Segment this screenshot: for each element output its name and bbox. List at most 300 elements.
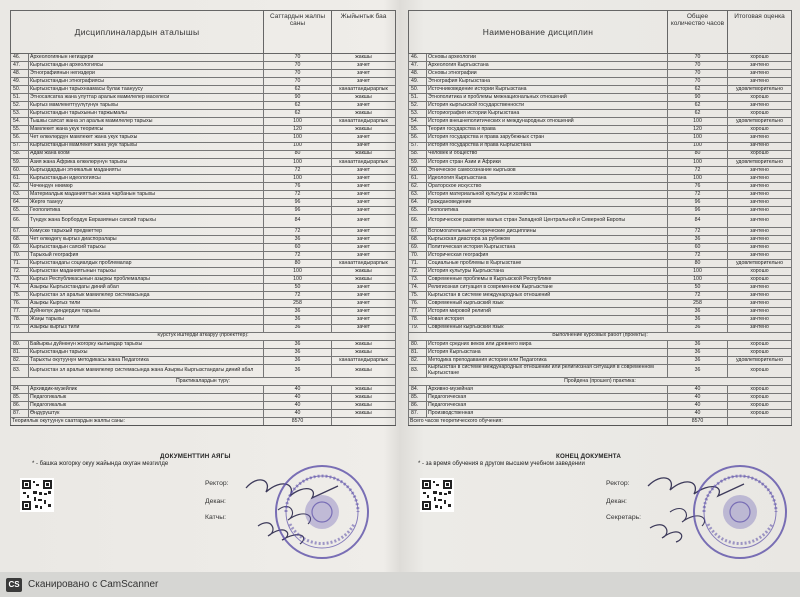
grade-value: зачтено	[728, 252, 792, 260]
subject-name: Өндүрүштүк	[29, 409, 264, 417]
total-row	[409, 417, 792, 425]
subject-name: Ораторское искусство	[427, 182, 668, 190]
row-number: 86.	[409, 401, 427, 409]
grade-value: хорошо	[728, 364, 792, 377]
hours-value: 72	[264, 227, 332, 235]
row-number: 48.	[409, 70, 427, 78]
grade-value: зачет	[332, 214, 396, 227]
camscanner-logo-icon: CS	[6, 578, 22, 592]
row-number: 51.	[11, 94, 29, 102]
table-row	[409, 142, 792, 150]
row-number: 67.	[11, 227, 29, 235]
table-row	[409, 118, 792, 126]
grade-value: хорошо	[728, 401, 792, 409]
subject-name: Кыргызстандын археологиясы	[29, 62, 264, 70]
subject-name: Основы этнографии	[427, 70, 668, 78]
subject-name: История государства и права Кыргызстана	[427, 142, 668, 150]
grade-value: зачтено	[728, 292, 792, 300]
hours-value: 36	[668, 340, 728, 348]
hours-value: 72	[264, 190, 332, 198]
grade-value: жакшы	[332, 268, 396, 276]
row-number: 66.	[409, 214, 427, 227]
row-number: 61.	[409, 174, 427, 182]
subject-name: Историография истории Кыргызстана	[427, 110, 668, 118]
row-number: 62.	[409, 182, 427, 190]
subject-name: История государства и права зарубежных стран	[427, 134, 668, 142]
grade-value: зачтено	[728, 70, 792, 78]
hours-value: 62	[668, 86, 728, 94]
hours-value: 84	[668, 214, 728, 227]
table-row	[409, 348, 792, 356]
table-row	[11, 118, 396, 126]
hours-value: 70	[668, 54, 728, 62]
grade-value: жакшы	[332, 110, 396, 118]
table-row	[409, 94, 792, 102]
section-practice-title: Пройдена (прошел) практика:	[409, 377, 792, 385]
grade-value: зачтено	[728, 78, 792, 86]
column-header-subjects: Дисциплиналардын аталышы	[11, 11, 264, 54]
subject-name: Археология Кыргызстана	[427, 62, 668, 70]
column-header-grade: Жыйынтык баа	[332, 11, 396, 54]
signatory-label-secretary: Катчы:	[205, 514, 227, 521]
scanner-watermark-text: Сканировано с CamScanner	[28, 579, 159, 590]
row-number: 46.	[11, 54, 29, 62]
column-header-hours: Саттардын жалпы саны	[264, 11, 332, 54]
hours-value: 258	[264, 300, 332, 308]
row-number: 58.	[11, 150, 29, 158]
table-row	[409, 102, 792, 110]
row-number: 72.	[11, 268, 29, 276]
subject-name: Социальные проблемы в Кыргызстане	[427, 260, 668, 268]
hours-value: 70	[668, 70, 728, 78]
grade-value: удовлетворительно	[728, 118, 792, 126]
hours-value: 76	[668, 182, 728, 190]
subject-name: Архивно-музейная	[427, 385, 668, 393]
hours-value: 100	[668, 174, 728, 182]
section-practice	[409, 377, 792, 385]
table-row	[11, 62, 396, 70]
grade-value: зачет	[332, 174, 396, 182]
hours-value: 40	[668, 385, 728, 393]
hours-value: 90	[668, 94, 728, 102]
grade-value: жакшы	[332, 348, 396, 356]
subject-name: Политическая история Кыргызстана	[427, 244, 668, 252]
grade-value: зачет	[332, 62, 396, 70]
subject-name: Кыргызстандын идеологиясы	[29, 174, 264, 182]
subject-name: Этническое самосознание кыргызов	[427, 166, 668, 174]
subject-name: Тарыхый география	[29, 252, 264, 260]
left-subjects-table	[10, 10, 396, 426]
hours-value: 40	[668, 401, 728, 409]
hours-value: 36	[264, 364, 332, 377]
table-row	[11, 134, 396, 142]
column-header-grade: Итоговая оценка	[728, 11, 792, 54]
hours-value: 72	[264, 292, 332, 300]
row-number: 53.	[409, 110, 427, 118]
row-number: 84.	[409, 385, 427, 393]
grade-value: канааттандырарлык	[332, 86, 396, 94]
row-number: 66.	[11, 214, 29, 227]
row-number: 52.	[11, 102, 29, 110]
hours-value: 96	[668, 206, 728, 214]
grade-value: хорошо	[728, 385, 792, 393]
hours-value: 90	[264, 94, 332, 102]
row-number: 74.	[409, 284, 427, 292]
table-row	[409, 340, 792, 348]
grade-value: жакшы	[332, 340, 396, 348]
section-coursework	[409, 332, 792, 340]
subject-name: Кыргызстандын тарыхынын таржымалы	[29, 110, 264, 118]
row-number: 81.	[409, 348, 427, 356]
hours-value: 40	[264, 409, 332, 417]
grade-value: зачет	[332, 70, 396, 78]
row-number: 59.	[409, 158, 427, 166]
subject-name: Религиозная ситуация в современном Кыргызстане	[427, 284, 668, 292]
table-row	[409, 158, 792, 166]
hours-value: 84	[264, 214, 332, 227]
hours-value: 62	[264, 102, 332, 110]
subject-name: История средних веков или древнего мира	[427, 340, 668, 348]
row-number: 82.	[409, 356, 427, 364]
hours-value: 72	[668, 190, 728, 198]
row-number: 82.	[11, 356, 29, 364]
table-row	[409, 393, 792, 401]
hours-value: 60	[668, 244, 728, 252]
row-number: 53.	[11, 110, 29, 118]
hours-value: 62	[668, 102, 728, 110]
grade-value: жакшы	[332, 393, 396, 401]
row-number: 75.	[11, 292, 29, 300]
row-number: 58.	[409, 150, 427, 158]
subject-name: Кыргыз Республикасынын азыркы проблемалары	[29, 276, 264, 284]
grade-value: зачет	[332, 142, 396, 150]
footnote: * - башка жогорку окуу жайында окуган мезгилде	[32, 461, 169, 467]
row-number: 55.	[11, 126, 29, 134]
hours-value: 62	[264, 110, 332, 118]
table-row	[409, 150, 792, 158]
subject-name: Педагогикалык	[29, 393, 264, 401]
subject-name: История Кыргызстана	[427, 348, 668, 356]
grade-value: хорошо	[728, 94, 792, 102]
grade-value: жакшы	[332, 276, 396, 284]
grade-value: зачет	[332, 227, 396, 235]
grade-value: зачет	[332, 252, 396, 260]
grade-value: удовлетворительно	[728, 260, 792, 268]
document-end-title: ДОКУМЕНТТИН АЯГЫ	[160, 453, 231, 460]
table-row	[409, 198, 792, 206]
subject-name: Этносаясатка жана улуттар аралык мамилелер маселеси	[29, 94, 264, 102]
row-number: 63.	[11, 190, 29, 198]
table-row	[11, 401, 396, 409]
row-number: 48.	[11, 70, 29, 78]
grade-value: жакшы	[332, 385, 396, 393]
row-number: 74.	[11, 284, 29, 292]
row-number: 81.	[11, 348, 29, 356]
subject-name: Архивдик-музейлик	[29, 385, 264, 393]
table-row	[11, 142, 396, 150]
grade-value: зачет	[332, 166, 396, 174]
subject-name: Жаңы тарыхы	[29, 316, 264, 324]
grade-value: зачтено	[728, 102, 792, 110]
signatory-label-secretary: Секретарь:	[606, 514, 642, 521]
row-number: 57.	[11, 142, 29, 150]
hours-value: 100	[668, 158, 728, 166]
grade-value: хорошо	[728, 126, 792, 134]
hours-value: 100	[264, 142, 332, 150]
section-coursework	[11, 332, 396, 340]
row-number: 87.	[11, 409, 29, 417]
hours-value: 100	[264, 134, 332, 142]
table-row	[409, 166, 792, 174]
table-row	[409, 260, 792, 268]
grade-value: хорошо	[728, 276, 792, 284]
row-number: 59.	[11, 158, 29, 166]
hours-value: 76	[264, 182, 332, 190]
hours-value: 100	[668, 118, 728, 126]
row-number: 77.	[11, 308, 29, 316]
table-row	[409, 409, 792, 417]
subject-name: Кыргызстандагы социалдык проблемалар	[29, 260, 264, 268]
hours-value: 36	[668, 235, 728, 243]
grade-value: зачтено	[728, 182, 792, 190]
subject-name: Тышкы саясат жана эл аралык мамилелер тарыхы	[29, 118, 264, 126]
subject-name: Археологиянын негиздери	[29, 54, 264, 62]
row-number: 54.	[11, 118, 29, 126]
subject-name: Чет өлкөлөрдүн мамлекет жана укук тарыхы	[29, 134, 264, 142]
signatory-label-rector: Ректор:	[205, 480, 229, 487]
grade-value: хорошо	[728, 348, 792, 356]
grade-value: канааттандырарлык	[332, 158, 396, 166]
grade-value: зачет	[332, 206, 396, 214]
hours-value: 36	[264, 308, 332, 316]
table-row	[409, 401, 792, 409]
hours-value: 36	[668, 308, 728, 316]
table-row	[11, 227, 396, 235]
hours-value: 258	[668, 300, 728, 308]
signatory-label-dean: Декан:	[205, 498, 226, 505]
grade-value: зачтено	[728, 62, 792, 70]
grade-value: удовлетворительно	[728, 86, 792, 94]
row-number: 60.	[409, 166, 427, 174]
row-number: 79.	[409, 324, 427, 332]
row-number: 73.	[409, 276, 427, 284]
grade-value: хорошо	[728, 393, 792, 401]
subject-name: Вспомогательные исторические дисциплины	[427, 227, 668, 235]
hours-value: 36	[668, 316, 728, 324]
subject-name: Этнополитика и проблемы межнациональных отношений	[427, 94, 668, 102]
grade-value: удовлетворительно	[728, 158, 792, 166]
hours-value: 80	[264, 150, 332, 158]
hours-value: 36	[264, 356, 332, 364]
subject-name: Азыркы Кыргыз тили	[29, 300, 264, 308]
grade-value: зачтено	[728, 142, 792, 150]
grade-value: жакшы	[332, 409, 396, 417]
subject-name: Кыргызстан маданиятынын тарыхы	[29, 268, 264, 276]
table-row	[11, 348, 396, 356]
grade-value: зачтено	[728, 190, 792, 198]
subject-name: Основы археологии	[427, 54, 668, 62]
scanner-watermark-bar	[0, 572, 800, 597]
subject-name: Историческая география	[427, 252, 668, 260]
subject-name: Азыркы кыргыз тили	[29, 324, 264, 332]
table-row	[11, 158, 396, 166]
row-number: 67.	[409, 227, 427, 235]
total-label: Теориялык окутуунун саатгардын жалпы саны:	[11, 417, 264, 425]
row-number: 84.	[11, 385, 29, 393]
row-number: 56.	[11, 134, 29, 142]
subject-name: Методика преподавания истории или Педагогика	[427, 356, 668, 364]
grade-value: зачтено	[728, 324, 792, 332]
hours-value: 100	[668, 268, 728, 276]
table-row	[11, 284, 396, 292]
official-stamp-icon	[272, 462, 372, 562]
subject-name: Кыргызстандын мамлекет жана укук тарыхы	[29, 142, 264, 150]
table-row	[11, 252, 396, 260]
subject-name: Кыргызстан в системе международных отношений или религиозная ситуация в современном Кыргызстане	[427, 364, 668, 377]
row-number: 69.	[409, 244, 427, 252]
table-row	[409, 356, 792, 364]
grade-value: зачет	[332, 316, 396, 324]
table-row	[11, 78, 396, 86]
row-number: 50.	[409, 86, 427, 94]
subject-name: Производственная	[427, 409, 668, 417]
table-row	[11, 316, 396, 324]
subject-name: Дүйнөлүк диндердин тарыхы	[29, 308, 264, 316]
table-row	[409, 110, 792, 118]
row-number: 83.	[409, 364, 427, 377]
qr-code-icon	[420, 478, 454, 512]
table-row	[409, 244, 792, 252]
hours-value: 100	[668, 142, 728, 150]
hours-value: 100	[668, 276, 728, 284]
grade-value: зачтено	[728, 316, 792, 324]
grade-value: зачтено	[728, 214, 792, 227]
grade-value: жакшы	[332, 401, 396, 409]
hours-value: 72	[668, 166, 728, 174]
hours-value: 36	[264, 324, 332, 332]
row-number: 85.	[409, 393, 427, 401]
hours-value: 100	[264, 268, 332, 276]
subject-name: Материалдык маданияттын жана чарбанын тарыхы	[29, 190, 264, 198]
row-number: 64.	[11, 198, 29, 206]
hours-value: 80	[668, 150, 728, 158]
table-row	[11, 244, 396, 252]
table-row	[409, 54, 792, 62]
table-row	[409, 62, 792, 70]
grade-value: зачтено	[728, 235, 792, 243]
grade-value: зачтено	[728, 300, 792, 308]
hours-value: 100	[668, 134, 728, 142]
table-row	[409, 316, 792, 324]
hours-value: 50	[264, 284, 332, 292]
subject-name: Тарыхты окутуунун методикасы жана Педагогика	[29, 356, 264, 364]
section-practice	[11, 377, 396, 385]
hours-value: 100	[264, 276, 332, 284]
grade-value: зачтено	[728, 227, 792, 235]
hours-value: 96	[264, 198, 332, 206]
hours-value: 72	[668, 252, 728, 260]
hours-value: 72	[264, 252, 332, 260]
total-hours-value: 8570	[264, 417, 332, 425]
subject-name: Кыргызстандын тарыхнаамасы булак таануусу	[29, 86, 264, 94]
total-label: Всего часов теоретического обучения:	[409, 417, 668, 425]
hours-value: 100	[264, 174, 332, 182]
subject-name: Жергө таануу	[29, 198, 264, 206]
hours-value: 36	[668, 324, 728, 332]
subject-name: История внешнеполитических и международных отношений	[427, 118, 668, 126]
subject-name: Кыргызская диаспора за рубежом	[427, 235, 668, 243]
grade-value: зачет	[332, 300, 396, 308]
table-row	[11, 260, 396, 268]
table-row	[11, 182, 396, 190]
grade-value: хорошо	[728, 409, 792, 417]
subject-name: История кыргызской государственности	[427, 102, 668, 110]
hours-value: 72	[668, 227, 728, 235]
table-row	[409, 292, 792, 300]
grade-value: зачет	[332, 292, 396, 300]
grade-value: зачтено	[728, 166, 792, 174]
table-row	[409, 252, 792, 260]
hours-value: 40	[668, 393, 728, 401]
row-number: 62.	[11, 182, 29, 190]
subject-name: Азыркы Кыргызстандагы диний абал	[29, 284, 264, 292]
table-row	[11, 324, 396, 332]
hours-value: 70	[264, 78, 332, 86]
section-coursework-title: Выполнение курсовых работ (проекты):	[409, 332, 792, 340]
subject-name: Кыргыздардын этникалык маданияты	[29, 166, 264, 174]
table-row	[11, 86, 396, 94]
row-number: 71.	[409, 260, 427, 268]
row-number: 49.	[409, 78, 427, 86]
table-row	[409, 214, 792, 227]
subject-name: Чөчөндүн нөөмөр	[29, 182, 264, 190]
table-row	[11, 110, 396, 118]
grade-value: зачтено	[728, 284, 792, 292]
grade-value: зачтено	[728, 244, 792, 252]
subject-name: Адам жана коом	[29, 150, 264, 158]
subject-name: Азия жана Африка өлкөлөрүнүн тарыхы	[29, 158, 264, 166]
hours-value: 40	[264, 385, 332, 393]
subject-name: Этнографиянын негиздери	[29, 70, 264, 78]
subject-name: Кыргызстан эл аралык мамилелер системасында жана Азыркы Кыргызстандагы диний абал	[29, 364, 264, 377]
row-number: 55.	[409, 126, 427, 134]
table-row	[409, 206, 792, 214]
table-row	[11, 214, 396, 227]
grade-value: зачет	[332, 198, 396, 206]
grade-value: зачет	[332, 244, 396, 252]
row-number: 85.	[11, 393, 29, 401]
row-number: 60.	[11, 166, 29, 174]
table-row	[11, 150, 396, 158]
row-number: 46.	[409, 54, 427, 62]
row-number: 61.	[11, 174, 29, 182]
hours-value: 72	[264, 166, 332, 174]
subject-name: Байыркы дүйнөнүн жогорку кылымдар тарыхы	[29, 340, 264, 348]
table-row	[11, 393, 396, 401]
hours-value: 96	[264, 206, 332, 214]
subject-name: История мировой религий	[427, 308, 668, 316]
hours-value: 60	[264, 244, 332, 252]
row-number: 56.	[409, 134, 427, 142]
grade-value: хорошо	[728, 54, 792, 62]
subject-name: Мамлекет жана укук теориясы	[29, 126, 264, 134]
row-number: 86.	[11, 401, 29, 409]
section-practice-title: Практикалардын түрү:	[11, 377, 396, 385]
grade-value: зачет	[332, 324, 396, 332]
grade-value: зачет	[332, 308, 396, 316]
table-row	[11, 292, 396, 300]
grade-value: зачет	[332, 134, 396, 142]
